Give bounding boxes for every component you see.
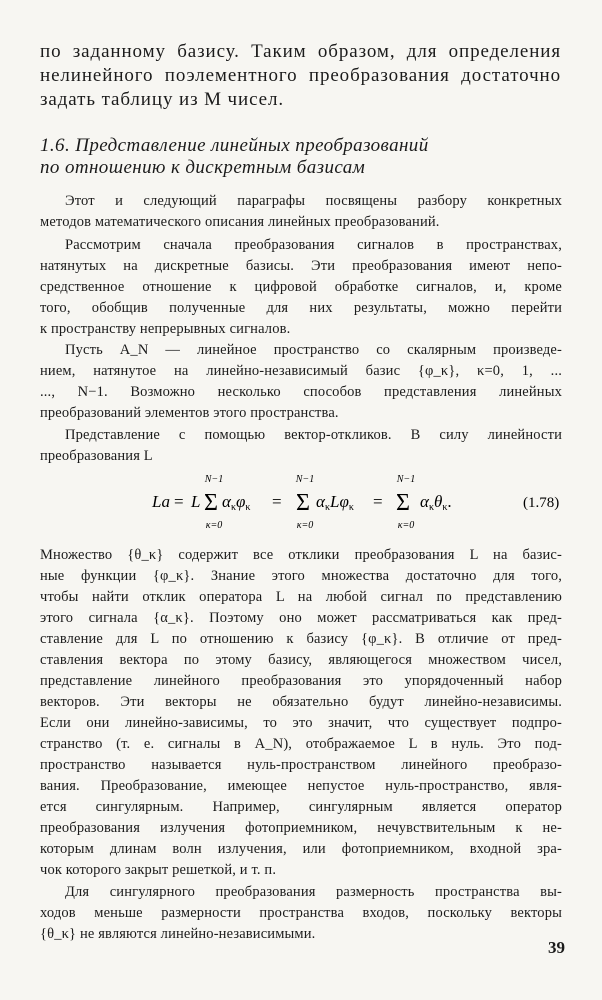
text-line: натянутых на дискретные базисы. Эти преобразования имеют непо-	[40, 258, 562, 274]
text-line: векторов. Эти векторы не обязательно будут линейно-независимы.	[40, 694, 562, 710]
text-line: ставления вектора по этому базису, являющегося множеством чисел,	[40, 652, 562, 668]
equation-number: (1.78)	[523, 495, 560, 511]
text-line: ..., N−1. Возможно несколько способов представления линейных	[40, 384, 562, 400]
text-line: чтобы найти отклик оператора L на любой сигнал по представлению	[40, 589, 562, 605]
text-line: чок которого закрыт решеткой, и т. п.	[40, 862, 277, 878]
text-line: странство (т. е. сигналы в A_N), отображаемое L в нуль. Это под-	[40, 736, 562, 752]
formula-1-78	[0, 468, 602, 538]
text-line: методов математического описания линейных преобразований.	[40, 214, 440, 230]
text-line: преобразований элементов этого пространства.	[40, 405, 339, 421]
text-line: {θ_κ} не являются линейно-независимыми.	[40, 926, 316, 942]
section-heading-line-1: 1.6. Представление линейных преобразований	[40, 135, 429, 156]
text-line: ные функции {φ_κ}. Знание этого множества достаточно для того,	[40, 568, 562, 584]
text-line: представление линейного преобразования это упорядоченный набор	[40, 673, 562, 689]
text-line: Пусть A_N — линейное пространство со скалярным произведе-	[65, 342, 562, 358]
text-line: преобразования L	[40, 448, 153, 464]
text-line: преобразования излучения фотоприемником, нечувствительным к не-	[40, 820, 562, 836]
text-line: ется сингулярным. Например, сингулярным является оператор	[40, 799, 562, 815]
section-heading-line-2: по отношению к дискретным базисам	[40, 157, 366, 178]
lower-limit-3: κ=0	[397, 520, 415, 531]
upper-limit-1: N−1	[204, 474, 224, 485]
lower-limit-1: κ=0	[205, 520, 223, 531]
text-line: средственное отношение к цифровой обработке сигналов, и, кроме	[40, 279, 562, 295]
upper-limit-2: N−1	[295, 474, 315, 485]
text-line: пространство называется нуль-пространством линейного преобразо-	[40, 757, 562, 773]
formula-expression: La = L Σ ακφκ = Σ ακLφκ = Σ ακθκ.	[152, 490, 452, 516]
text-line: Множество {θ_κ} содержит все отклики преобразования L на базис-	[40, 547, 562, 563]
upper-limit-3: N−1	[396, 474, 416, 485]
text-line: ходов меньше размерности пространства входов, поскольку векторы	[40, 905, 562, 921]
text-line: ставление для L по отношению к базису {φ_κ}. В отличие от пред-	[40, 631, 562, 647]
lower-limit-2: κ=0	[296, 520, 314, 531]
text-line: Этот и следующий параграфы посвящены разбору конкретных	[65, 193, 562, 209]
text-line: вания. Преобразование, имеющее непустое нуль-пространство, явля-	[40, 778, 562, 794]
intro-line-3: задать таблицу из M чисел.	[40, 89, 285, 110]
text-line: к пространству непрерывных сигналов.	[40, 321, 291, 337]
text-line: того, обобщив полученные для них результаты, можно перейти	[40, 300, 562, 316]
page-number: 39	[548, 938, 565, 957]
text-line: Для сингулярного преобразования размерность пространства вы-	[65, 884, 562, 900]
text-line: Если они линейно-зависимы, то это значит, что существует подпро-	[40, 715, 562, 731]
text-line: этого сигнала {α_κ}. Поэтому оно может рассматриваться как пред-	[40, 610, 562, 626]
text-line: Рассмотрим сначала преобразования сигналов в пространствах,	[65, 237, 562, 253]
text-line: Представление с помощью вектор-откликов. В силу линейности	[65, 427, 562, 443]
intro-line-1: по заданному базису. Таким образом, для определения	[40, 41, 561, 62]
text-line: которым длинам волн излучения, или фотоприемником, входной зра-	[40, 841, 562, 857]
text-line: нием, натянутое на линейно-независимый базис {φ_κ}, κ=0, 1, ...	[40, 363, 562, 379]
intro-line-2: нелинейного поэлементного преобразования достаточно	[40, 65, 561, 86]
